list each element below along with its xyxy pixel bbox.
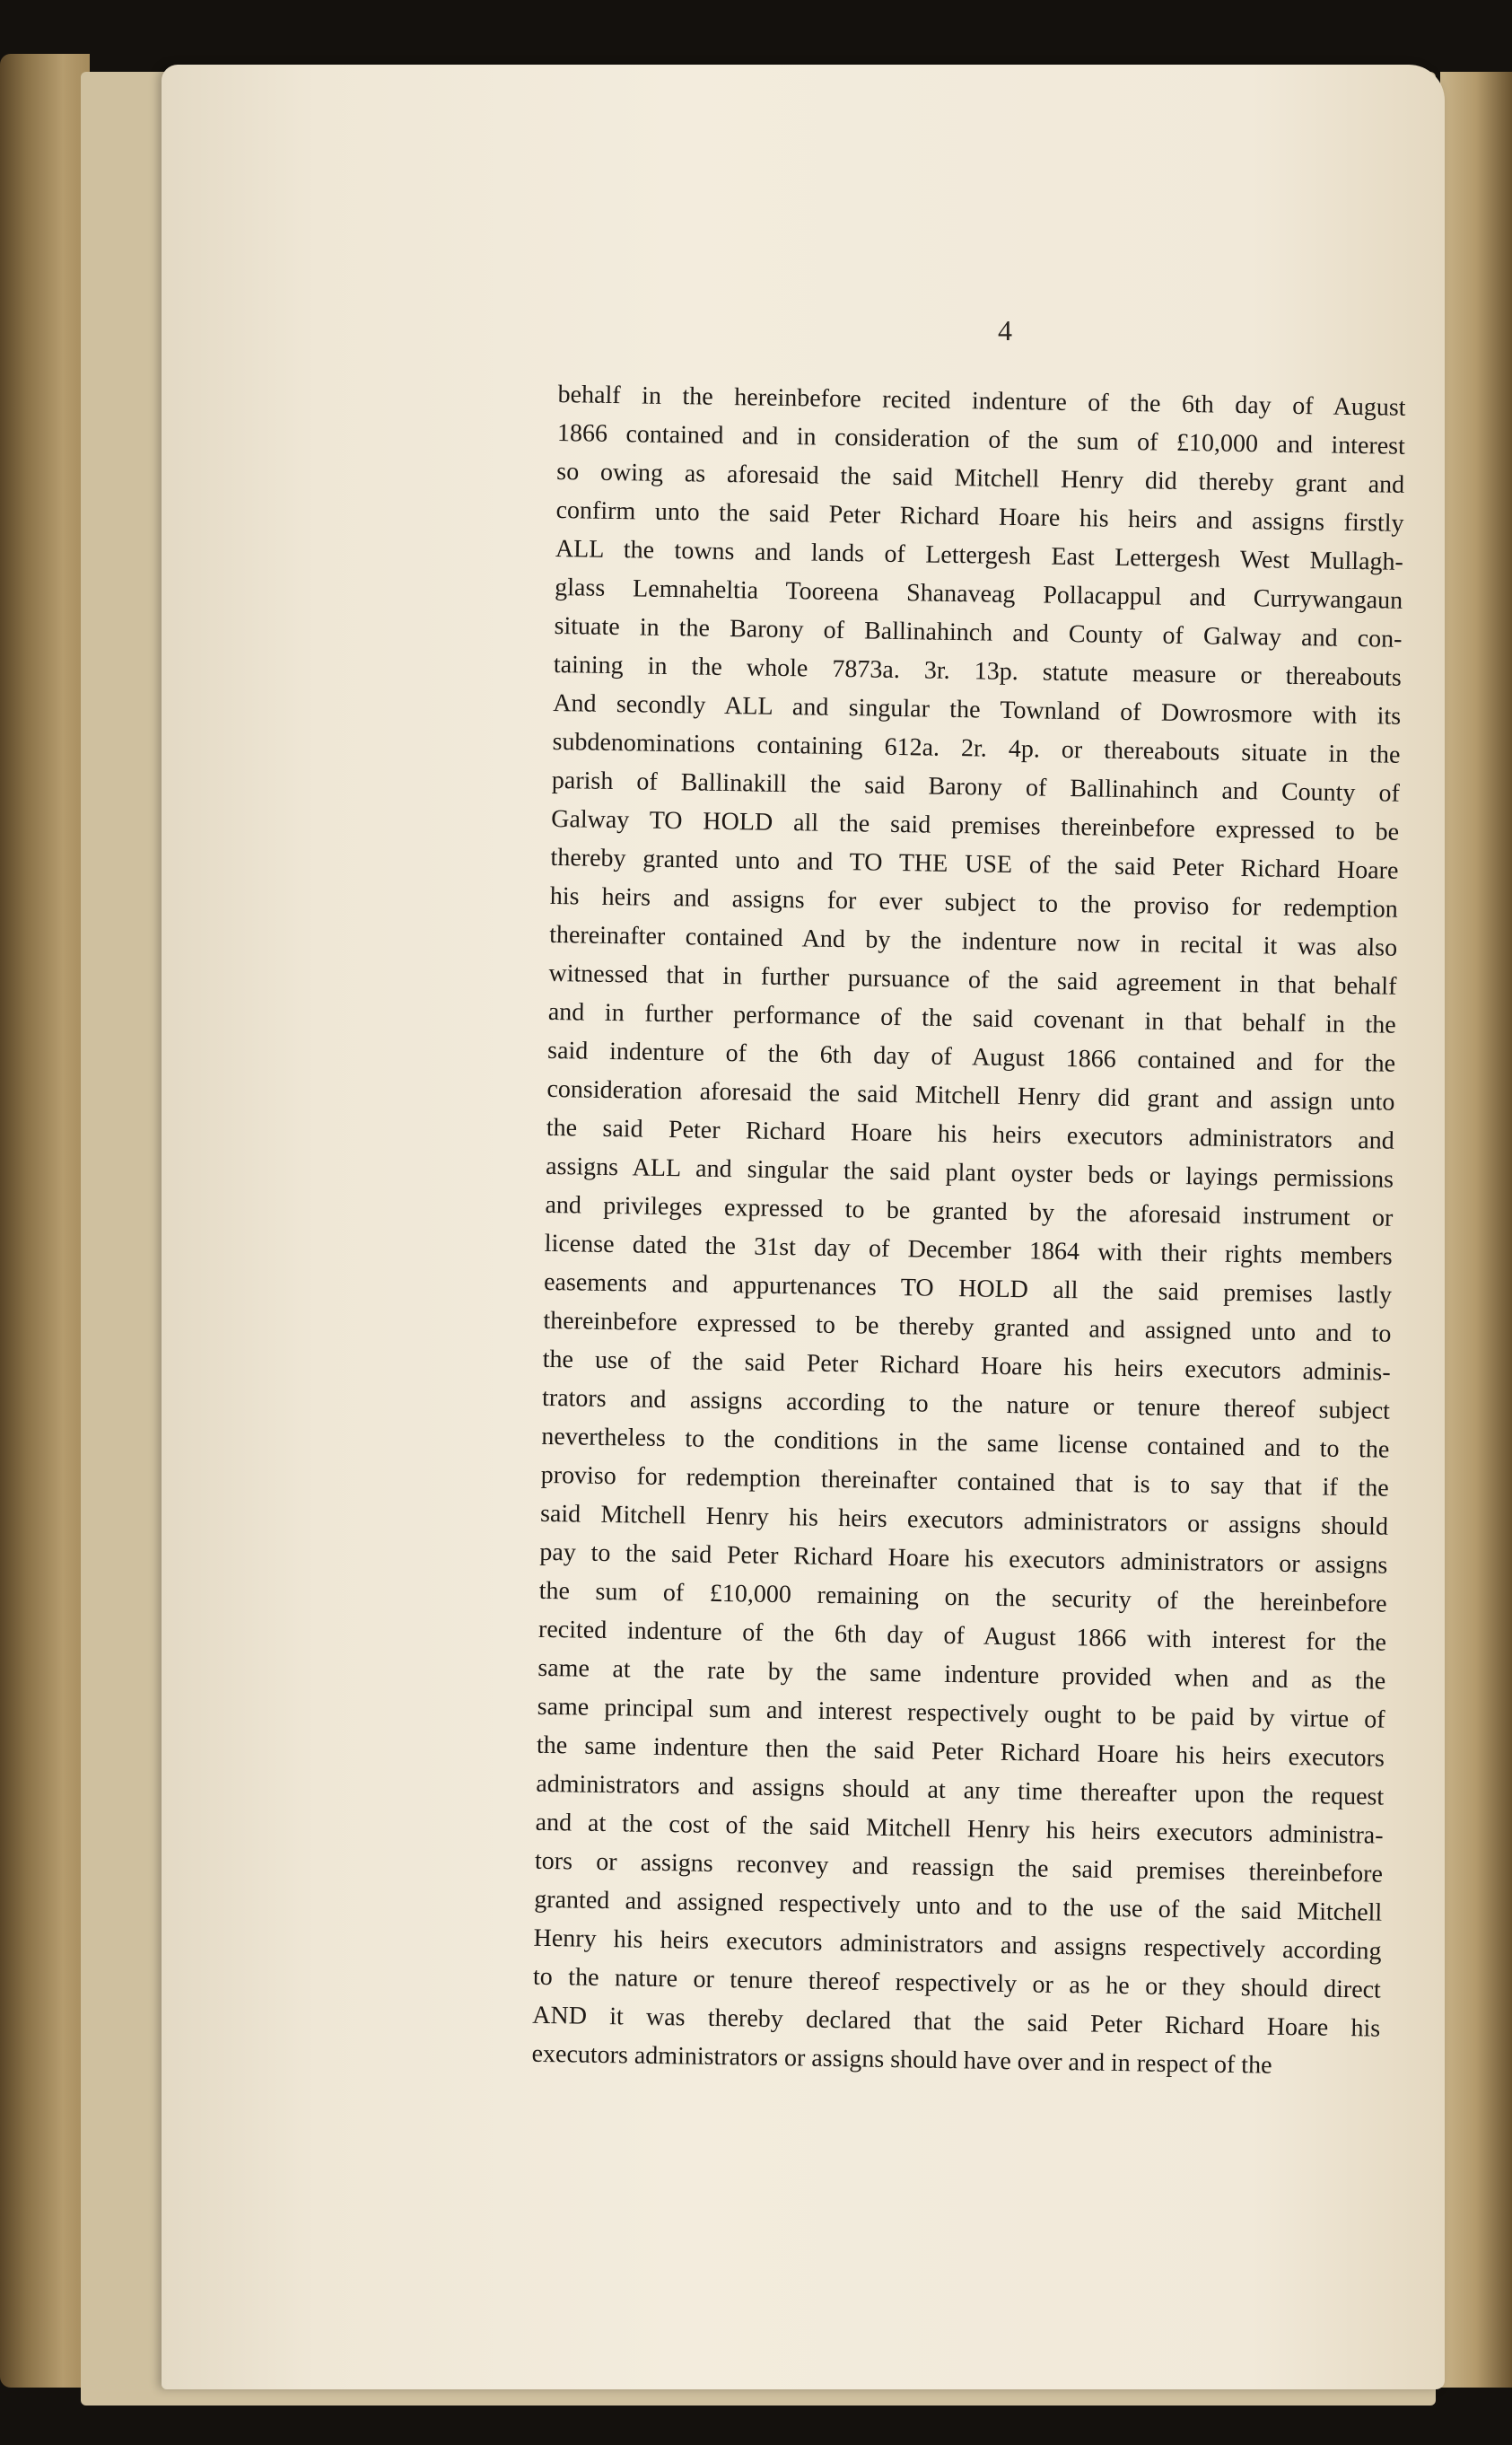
text-line: the same indenture then the said Peter Richard Hoare his heirs executors	[536, 1731, 1385, 1773]
text-line: Henry his heirs executors administrators and assigns respectively according	[533, 1924, 1382, 1966]
text-line: assigns ALL and singular the said plant oyster beds or layings permissions	[545, 1152, 1394, 1194]
text-line: consideration aforesaid the said Mitchell Henry did grant and assign unto	[546, 1074, 1395, 1117]
text-line: And secondly ALL and singular the Townland of Dowrosmore with its	[553, 688, 1402, 731]
text-line: the said Peter Richard Hoare his heirs executors administrators and	[546, 1113, 1394, 1155]
text-line: easements and appurtenances TO HOLD all the said premises lastly	[543, 1267, 1393, 1310]
text-line: thereinafter contained And by the indenture now in recital it was also	[548, 920, 1398, 962]
text-line: tors or assigns reconvey and reassign the said premises thereinbefore	[534, 1846, 1384, 1889]
text-line: his heirs and assigns for ever subject to the proviso for redemption	[549, 881, 1399, 924]
text-line: and privileges expressed to be granted by the aforesaid instrument or	[545, 1190, 1394, 1232]
text-line: ALL the towns and lands of Lettergesh East Lettergesh West Mullagh-	[555, 534, 1404, 576]
body-text	[531, 375, 1406, 2087]
text-line: thereby granted unto and TO THE USE of the said Peter Richard Hoare	[550, 843, 1399, 885]
text-line: thereinbefore expressed to be thereby granted and assigned unto and to	[543, 1306, 1392, 1348]
text-line: executors administrators or assigns should have over and in respect of the	[531, 2039, 1272, 2080]
text-line: Galway TO HOLD all the said premises thereinbefore expressed to be	[550, 804, 1400, 846]
text-line: granted and assigned respectively unto and to the use of the said Mitchell	[534, 1885, 1383, 1927]
text-line: parish of Ballinakill the said Barony of Ballinahinch and County of	[551, 766, 1401, 808]
text-line: the use of the said Peter Richard Hoare his heirs executors adminis-	[542, 1345, 1391, 1387]
text-line: situate in the Barony of Ballinahinch and County of Galway and con-	[554, 611, 1403, 653]
book-edge-left	[0, 54, 90, 2388]
text-line: and at the cost of the said Mitchell Henry his heirs executors administra-	[535, 1808, 1384, 1850]
text-line: proviso for redemption thereinafter contained that is to say that if the	[540, 1460, 1389, 1503]
text-line: AND it was thereby declared that the said Peter Richard Hoare his	[532, 2001, 1381, 2043]
text-line: administrators and assigns should at any time thereafter upon the request	[536, 1769, 1385, 1811]
text-line: same principal sum and interest respectively ought to be paid by virtue of	[537, 1692, 1385, 1734]
text-line: nevertheless to the conditions in the same license contained and to the	[541, 1422, 1390, 1464]
text-line: confirm unto the said Peter Richard Hoare his heirs and assigns firstly	[555, 495, 1404, 538]
text-line: taining in the whole 7873a. 3r. 13p. statute measure or thereabouts	[553, 650, 1403, 692]
page-number: 4	[998, 314, 1012, 346]
text-line: said Mitchell Henry his heirs executors administrators or assigns should	[539, 1499, 1389, 1541]
text-line: license dated the 31st day of December 1864 with their rights members	[544, 1229, 1393, 1271]
text-line: said indenture of the 6th day of August 1866 contained and for the	[546, 1036, 1396, 1078]
text-line: 1866 contained and in consideration of the sum of £10,000 and interest	[556, 418, 1406, 460]
text-line: recited indenture of the 6th day of August 1866 with interest for the	[538, 1615, 1387, 1657]
text-line: to the nature or tenure thereof respectively or as he or they should direct	[532, 1962, 1382, 2004]
text-line: witnessed that in further pursuance of the said agreement in that behalf	[548, 959, 1397, 1001]
text-line: pay to the said Peter Richard Hoare his executors administrators or assigns	[539, 1538, 1388, 1580]
book-edge-right	[1440, 72, 1512, 2388]
text-line: trators and assigns according to the nature or tenure thereof subject	[541, 1383, 1391, 1425]
text-line: so owing as aforesaid the said Mitchell Henry did thereby grant and	[556, 457, 1405, 499]
text-line: same at the rate by the same indenture provided when and as the	[538, 1653, 1386, 1696]
text-line: behalf in the hereinbefore recited indenture of the 6th day of August	[557, 380, 1406, 422]
text-line: and in further performance of the said covenant in that behalf in the	[547, 997, 1396, 1039]
text-line: subdenominations containing 612a. 2r. 4p. or thereabouts situate in the	[552, 727, 1401, 769]
text-line: the sum of £10,000 remaining on the security of the hereinbefore	[538, 1576, 1387, 1618]
text-line: glass Lemnaheltia Tooreena Shanaveag Pollacappul and Currywangaun	[555, 573, 1403, 615]
